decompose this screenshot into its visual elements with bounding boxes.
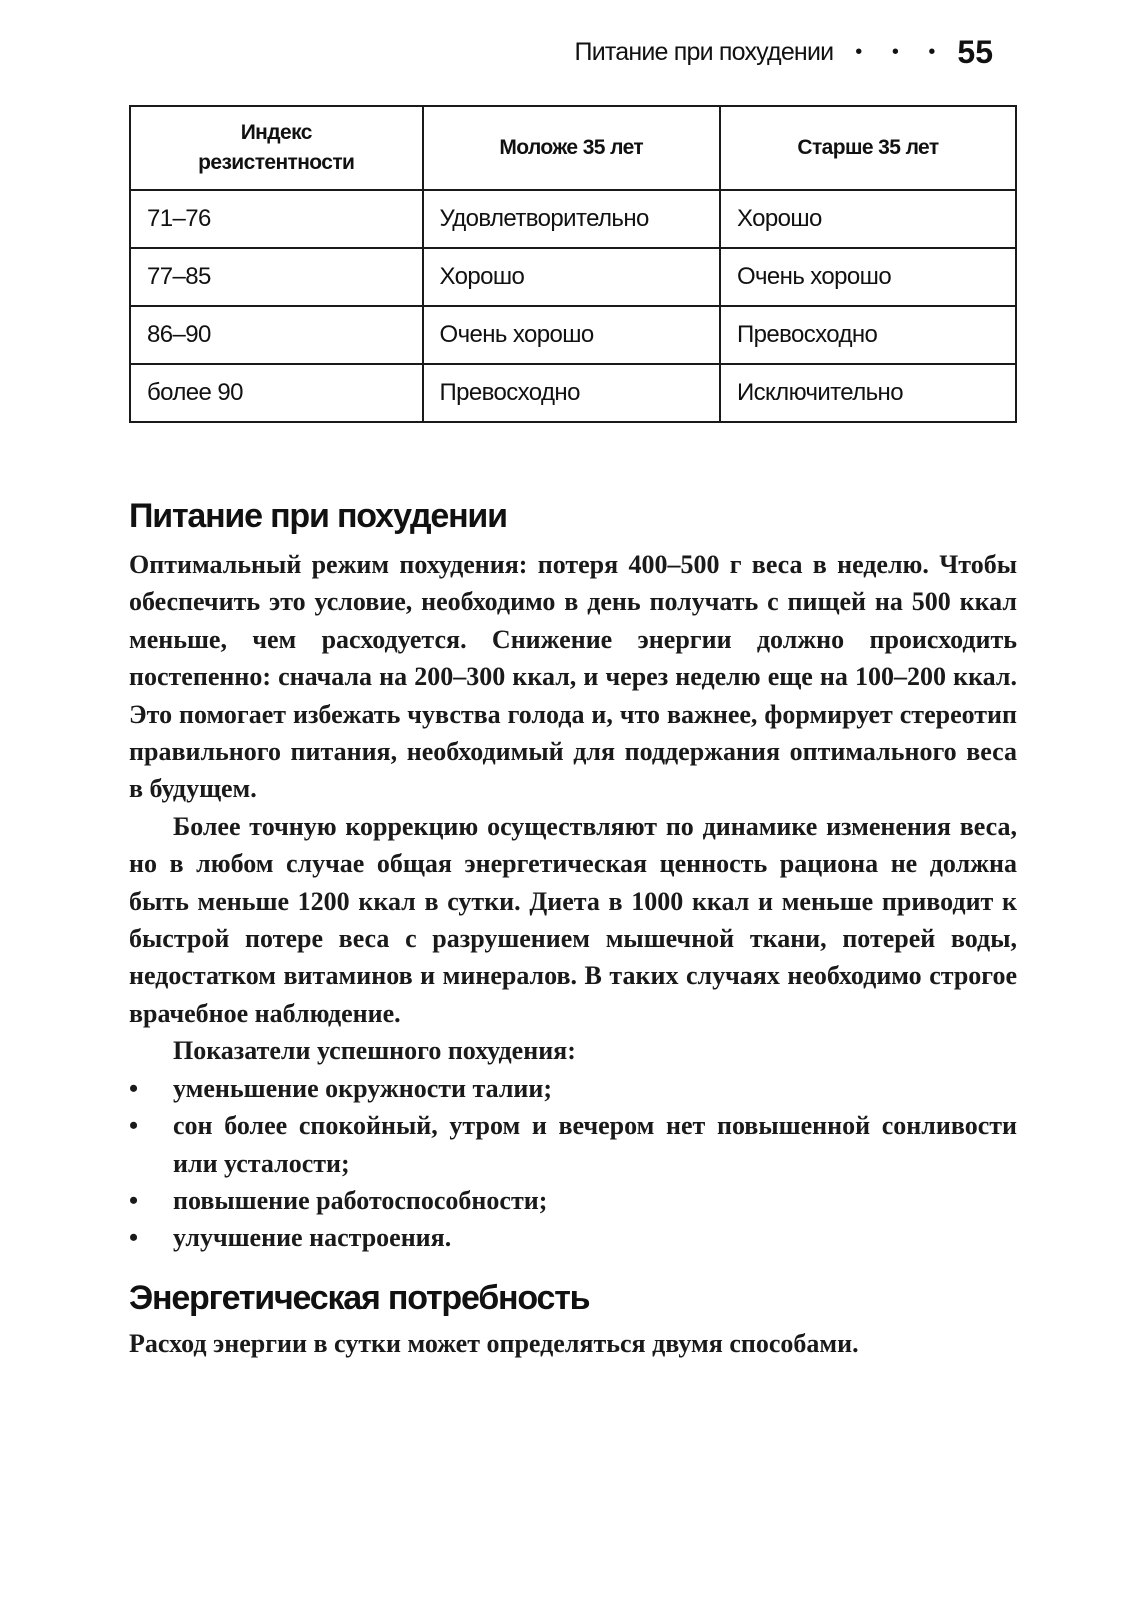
table-row [130,248,1016,306]
success-indicators-list [129,1070,1017,1257]
table-cell: Превосходно [423,364,720,422]
bullet-icon: • [129,1111,139,1141]
table-cell: Хорошо [720,190,1016,248]
table-cell: Очень хорошо [720,248,1016,306]
table-header-cell: Старше 35 лет [720,106,1016,190]
list-item-text: сон более спокойный, утром и вечером нет повышенной сонливости или усталости; [173,1111,1017,1178]
bullet-icon: • [129,1073,139,1103]
page-number: 55 [957,34,993,70]
body-paragraph: Показатели успешного похудения: [173,1036,576,1066]
header-dots: • • • [855,41,948,63]
table-cell: Хорошо [423,248,720,306]
list-item [129,1070,1017,1107]
list-item [129,1107,1017,1182]
bullet-icon: • [129,1185,139,1215]
list-item-text: уменьшение окружности талии; [173,1073,553,1103]
resistance-index-table [129,105,1017,423]
table-cell: 86–90 [130,306,423,364]
list-item [129,1182,1017,1219]
list-item-text: повышение работоспособности; [173,1185,548,1215]
table-cell: Превосходно [720,306,1016,364]
table-row [130,364,1016,422]
list-item [129,1219,1017,1256]
page-content [129,486,1017,1362]
table-header-cell: Индекс резистентности [130,106,423,190]
table-cell: Очень хорошо [423,306,720,364]
table-row [130,306,1016,364]
table-row [130,190,1016,248]
table-cell: Удовлетворительно [423,190,720,248]
table-cell: более 90 [130,364,423,422]
table-cell: 77–85 [130,248,423,306]
running-head [575,34,993,71]
running-title: Питание при похудении [574,38,834,66]
section-heading-weight-loss: Питание при похудении [129,497,507,535]
body-paragraph: Более точную коррекцию осуществляют по динамике изменения веса, но в любом случае общая энергетическая ценность рациона не должна быть меньше 1200 ккал в сутки. Диета в 1000 ккал и меньше приводит к быстрой потере веса с разрушением мышечной ткани, потерей воды, недостатком витаминов и минералов. В таких случаях необходимо строгое врачебное наблюдение. [129,811,1017,1028]
table-cell: Исключительно [720,364,1016,422]
list-item-text: улучшение настроения. [173,1223,452,1253]
table-cell: 71–76 [130,190,423,248]
table-header-row [130,106,1016,190]
body-paragraph: Оптимальный режим похудения: потеря 400–500 г веса в неделю. Чтобы обеспечить это условие, необходимо в день получать с пищей на 500 ккал меньше, чем расходуется. Снижение энергии должно происходить постепенно: сначала на 200–300 ккал, и через неделю еще на 100–200 ккал. Это помогает избежать чувства голода и, что важнее, формирует стереотип правильного питания, необходимый для поддержания оптимального веса в будущем. [129,550,1017,804]
table-header-cell: Моложе 35 лет [423,106,720,190]
bullet-icon: • [129,1223,139,1253]
body-paragraph: Расход энергии в сутки может определяться двумя способами. [129,1328,859,1358]
section-heading-energy-need: Энергетическая потребность [129,1278,590,1317]
